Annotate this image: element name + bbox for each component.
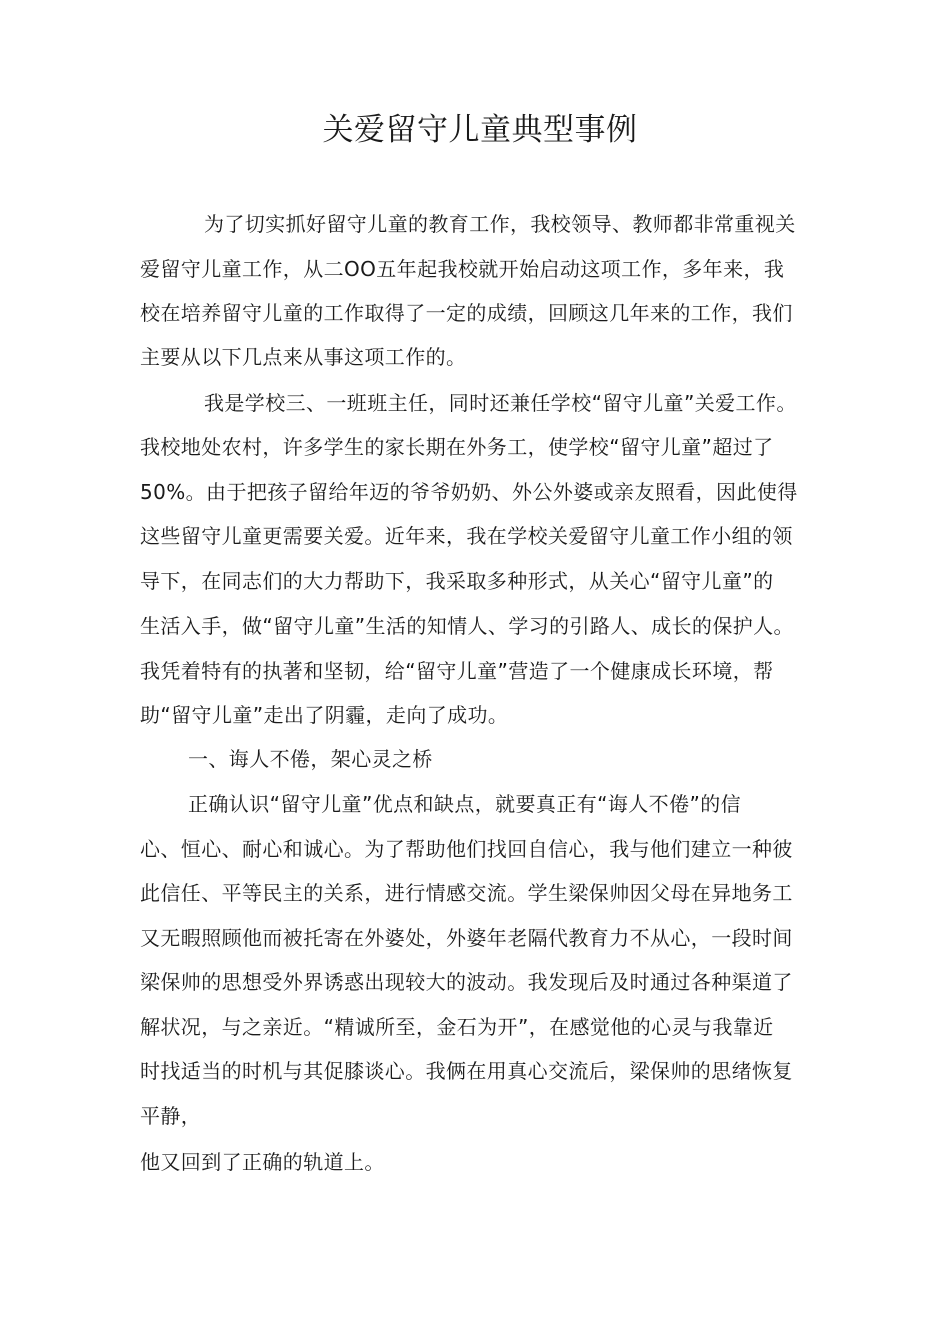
paragraph-line: 心、恒心、耐心和诚心。为了帮助他们找回自信心，我与他们建立一种彼 [140,837,793,861]
paragraph-line: 我校地处农村，许多学生的家长期在外务工，使学校“留守儿童”超过了 [140,435,774,459]
paragraph-line: 为了切实抓好留守儿童的教育工作，我校领导、教师都非常重视关 [204,212,796,236]
paragraph-line: 又无暇照顾他而被托寄在外婆处，外婆年老隔代教育力不从心，一段时间 [140,926,793,950]
paragraph-line: 爱留守儿童工作，从二OO五年起我校就开始启动这项工作，多年来，我 [140,257,785,281]
paragraph-line: 校在培养留守儿童的工作取得了一定的成绩，回顾这几年来的工作，我们 [140,301,793,325]
paragraph-line: 时找适当的时机与其促膝谈心。我俩在用真心交流后，梁保帅的思绪恢复 [140,1059,793,1083]
paragraph-line: 助“留守儿童”走出了阴霾，走向了成功。 [140,703,509,727]
paragraph-line: 平静， [140,1104,202,1128]
section-heading: 一、诲人不倦，架心灵之桥 [188,747,433,771]
paragraph-line: 导下，在同志们的大力帮助下，我采取多种形式，从关心“留守儿童”的 [140,569,774,593]
paragraph-line: 他又回到了正确的轨道上。 [140,1150,385,1174]
paragraph-line: 解状况，与之亲近。“精诚所至，金石为开”，在感觉他的心灵与我靠近 [140,1015,774,1039]
paragraph-line: 我凭着特有的执著和坚韧，给“留守儿童”营造了一个健康成长环境，帮 [140,659,774,683]
paragraph-line: 正确认识“留守儿童”优点和缺点，就要真正有“诲人不倦”的信 [188,792,742,816]
paragraph-line: 梁保帅的思想受外界诱惑出现较大的波动。我发现后及时通过各种渠道了 [140,970,793,994]
paragraph-line: 生活入手，做“留守儿童”生活的知情人、学习的引路人、成长的保护人。 [140,614,794,638]
paragraph-line: 50%。由于把孩子留给年迈的爷爷奶奶、外公外婆或亲友照看，因此使得 [140,480,798,504]
document-title: 关爱留守儿童典型事例 [322,112,638,148]
paragraph-line: 这些留守儿童更需要关爱。近年来，我在学校关爱留守儿童工作小组的领 [140,524,793,548]
paragraph-line: 我是学校三、一班班主任，同时还兼任学校“留守儿童”关爱工作。 [204,391,797,415]
paragraph-line: 此信任、平等民主的关系，进行情感交流。学生梁保帅因父母在异地务工 [140,881,793,905]
paragraph-line: 主要从以下几点来从事这项工作的。 [140,345,467,369]
